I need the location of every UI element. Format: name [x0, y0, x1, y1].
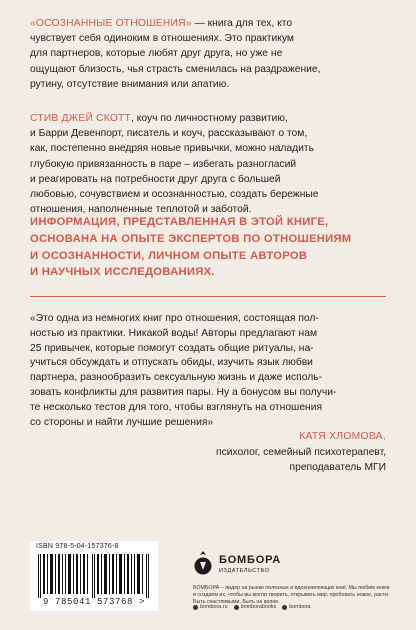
authors-line [30, 111, 392, 126]
authors-line: глубокую привязанность в паре – избегать разногласий [30, 158, 297, 170]
website-link[interactable] [193, 604, 228, 610]
author-name: СТИВ ДЖЕЙ СКОТТ [30, 113, 132, 124]
quote-line: учиться обсуждать и отпускать обиды, изучить язык любви [30, 357, 313, 369]
highlight-line: ОСНОВАНА НА ОПЫТЕ ЭКСПЕРТОВ ПО ОТНОШЕНИЯМ [30, 232, 352, 245]
authors-line: и реагировать на потребности друг друга с большей [30, 173, 281, 185]
authors-text: , коуч по личностному развитию, [131, 113, 288, 124]
highlight-line: И ОСОЗНАННОСТИ, ЛИЧНОМ ОПЫТЕ АВТОРОВ [30, 249, 308, 262]
telegram-label: bombora [289, 604, 311, 610]
barcode-digits: 9 785041 573768 > [42, 597, 145, 607]
authors-line: отношения, наполненные теплотой и заботой. [30, 204, 252, 216]
publisher-name: БОМБОРА [219, 554, 282, 566]
review-quote [30, 312, 392, 430]
intro-line [30, 16, 392, 31]
barcode-icon [38, 554, 150, 598]
vk-label: bomborabooks [240, 604, 277, 610]
quote-line: со стороны и найти лучшие решения» [30, 416, 214, 428]
intro-paragraph [30, 16, 392, 92]
intro-line: ощущают близость, чья страсть сменилась на раздражение, [30, 63, 321, 75]
highlight-statement [30, 214, 392, 281]
book-title: «ОСОЗНАННЫЕ ОТНОШЕНИЯ» [30, 18, 192, 29]
quote-line: те несколько тестов для того, чтобы взглянуть на отношения [30, 401, 323, 413]
telegram-link[interactable] [282, 604, 310, 610]
quote-line: ностью из практики. Никакой воды! Авторы предлагают нам [30, 327, 318, 339]
section-divider [30, 296, 386, 297]
website-label: bombora.ru [200, 604, 228, 610]
authors-paragraph [30, 111, 392, 217]
reviewer-name: КАТЯ ХЛОМОВА, [299, 431, 386, 442]
reviewer-affiliation: преподаватель МГИ [289, 462, 386, 473]
publisher-links [193, 604, 403, 610]
intro-line: чувствует себя одиноким в отношениях. Это практикум [30, 33, 294, 45]
bombora-logo-icon [193, 550, 213, 576]
intro-line: рутину, отсутствие внимания или апатию. [30, 78, 230, 90]
vk-link[interactable] [234, 604, 277, 610]
isbn-number: ISBN 978-5-04-157376-8 [36, 543, 119, 550]
isbn-barcode [30, 541, 158, 611]
publisher-subtitle: ИЗДАТЕЛЬСТВО [219, 568, 270, 574]
authors-line: как, постепенно внедряя новые привычки, можно наладить [30, 143, 314, 155]
quote-line: зовать конфликты для развития пары. Ну а бонусом вы получи- [30, 386, 337, 398]
highlight-line: И НАУЧНЫХ ИССЛЕДОВАНИЯХ. [30, 266, 215, 279]
authors-line: любовью, сочувствием и осознанностью, создать бережные [30, 189, 319, 201]
reviewer-role: психолог, семейный психотерапевт, [216, 447, 386, 458]
publisher-description: БОМБОРА – лидер на рынке полезных и вдохновляющих книг. Мы любим книги и создаем их, чтобы вы могли творить, открывать мир, пробовать новое, расти. Быть счастливыми. Быть на волне. [193, 585, 390, 605]
vk-icon [234, 605, 239, 610]
telegram-icon [282, 605, 287, 610]
quote-line: «Это одна из немногих книг про отношения, состоящая пол- [30, 313, 319, 324]
highlight-line: ИНФОРМАЦИЯ, ПРЕДСТАВЛЕННАЯ В ЭТОЙ КНИГЕ, [30, 216, 329, 228]
globe-icon [193, 605, 198, 610]
quote-line: 25 привычек, которые помогут создать общие ритуалы, на- [30, 342, 314, 354]
intro-line: для партнеров, которые любят друг друга, но уже не [30, 48, 283, 60]
quote-line: партнера, разнообразить сексуальную жизнь и даже исполь- [30, 372, 323, 384]
authors-line: и Барри Девенпорт, писатель и коуч, рассказывают о том, [30, 128, 308, 140]
intro-text: — книга для тех, кто [191, 18, 293, 29]
